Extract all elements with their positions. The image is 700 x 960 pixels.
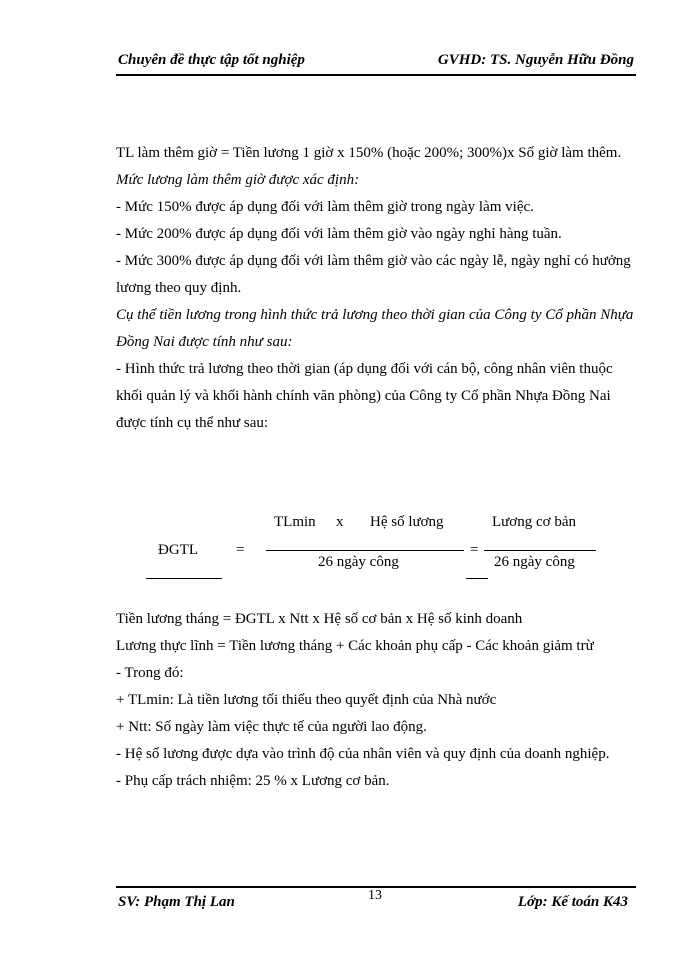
- paragraph-allowance-def: - Phụ cấp trách nhiệm: 25 % x Lương cơ bản.: [116, 773, 390, 789]
- formula-equals-1: =: [236, 542, 245, 558]
- formula-tlmin: TLmin: [274, 514, 316, 530]
- page-number: 13: [368, 888, 382, 903]
- formula-denominator-2: 26 ngày công: [494, 554, 575, 570]
- formula-underline-2: [466, 578, 488, 579]
- footer-student: SV: Phạm Thị Lan: [118, 894, 235, 910]
- paragraph-tlmin-def: + TLmin: Là tiền lương tối thiểu theo quyết định của Nhà nước: [116, 692, 497, 708]
- paragraph-ntt-def: + Ntt: Số ngày làm việc thực tế của người lao động.: [116, 719, 427, 735]
- paragraph-coefficient-def: - Hệ số lương được dựa vào trình độ của nhân viên và quy định của doanh nghiệp.: [116, 746, 610, 762]
- header-advisor: GVHD: TS. Nguyễn Hữu Đồng: [437, 52, 634, 68]
- paragraph-where: - Trong đó:: [116, 665, 184, 681]
- formula-underline-1: [146, 578, 222, 579]
- formula-dgtl: ĐGTL: [158, 542, 198, 558]
- header-title: Chuyên đề thực tập tốt nghiệp: [118, 52, 305, 68]
- paragraph-overtime-formula: TL làm thêm giờ = Tiền lương 1 giờ x 150% (hoặc 200%; 300%)x Số giờ làm thêm.: [116, 145, 622, 161]
- page-header: [116, 52, 636, 76]
- body-section-1: [116, 140, 636, 437]
- formula-fraction-bar-1: [266, 550, 464, 551]
- paragraph-overtime-heading: Mức lương làm thêm giờ được xác định:: [116, 172, 360, 188]
- paragraph-monthly-wage: Tiền lương tháng = ĐGTL x Ntt x Hệ số cơ bản x Hệ số kinh doanh: [116, 611, 523, 627]
- paragraph-time-based-pay: - Hình thức trả lương theo thời gian (áp dụng đối với cán bộ, công nhân viên thuộc khối quản lý và khối hành chính văn phòng) của Công ty Cổ phần Nhựa Đồng Nai được tính cụ thể như sau:: [116, 361, 613, 431]
- wage-rate-formula: [116, 508, 636, 588]
- formula-times: x: [336, 514, 344, 530]
- body-section-2: [116, 606, 636, 795]
- formula-denominator-1: 26 ngày công: [318, 554, 399, 570]
- formula-equals-2: =: [470, 542, 479, 558]
- paragraph-rate-200: - Mức 200% được áp dụng đối với làm thêm giờ vào ngày nghỉ hàng tuần.: [116, 226, 562, 242]
- paragraph-rate-150: - Mức 150% được áp dụng đối với làm thêm giờ trong ngày làm việc.: [116, 199, 534, 215]
- formula-fraction-bar-2: [484, 550, 596, 551]
- paragraph-rate-300: - Mức 300% được áp dụng đối với làm thêm giờ vào các ngày lễ, ngày nghỉ có hưởng lương theo quy định.: [116, 253, 631, 296]
- page-footer: [116, 886, 636, 912]
- formula-he-so-luong: Hệ số lương: [370, 514, 444, 530]
- paragraph-net-pay: Lương thực lĩnh = Tiền lương tháng + Các khoản phụ cấp - Các khoản giảm trừ: [116, 638, 594, 654]
- paragraph-company-heading: Cụ thể tiền lương trong hình thức trả lương theo thời gian của Công ty Cổ phần Nhựa Đồng Nai được tính như sau:: [116, 307, 634, 350]
- footer-class: Lớp: Kế toán K43: [517, 894, 628, 910]
- formula-luong-co-ban: Lương cơ bản: [492, 514, 576, 530]
